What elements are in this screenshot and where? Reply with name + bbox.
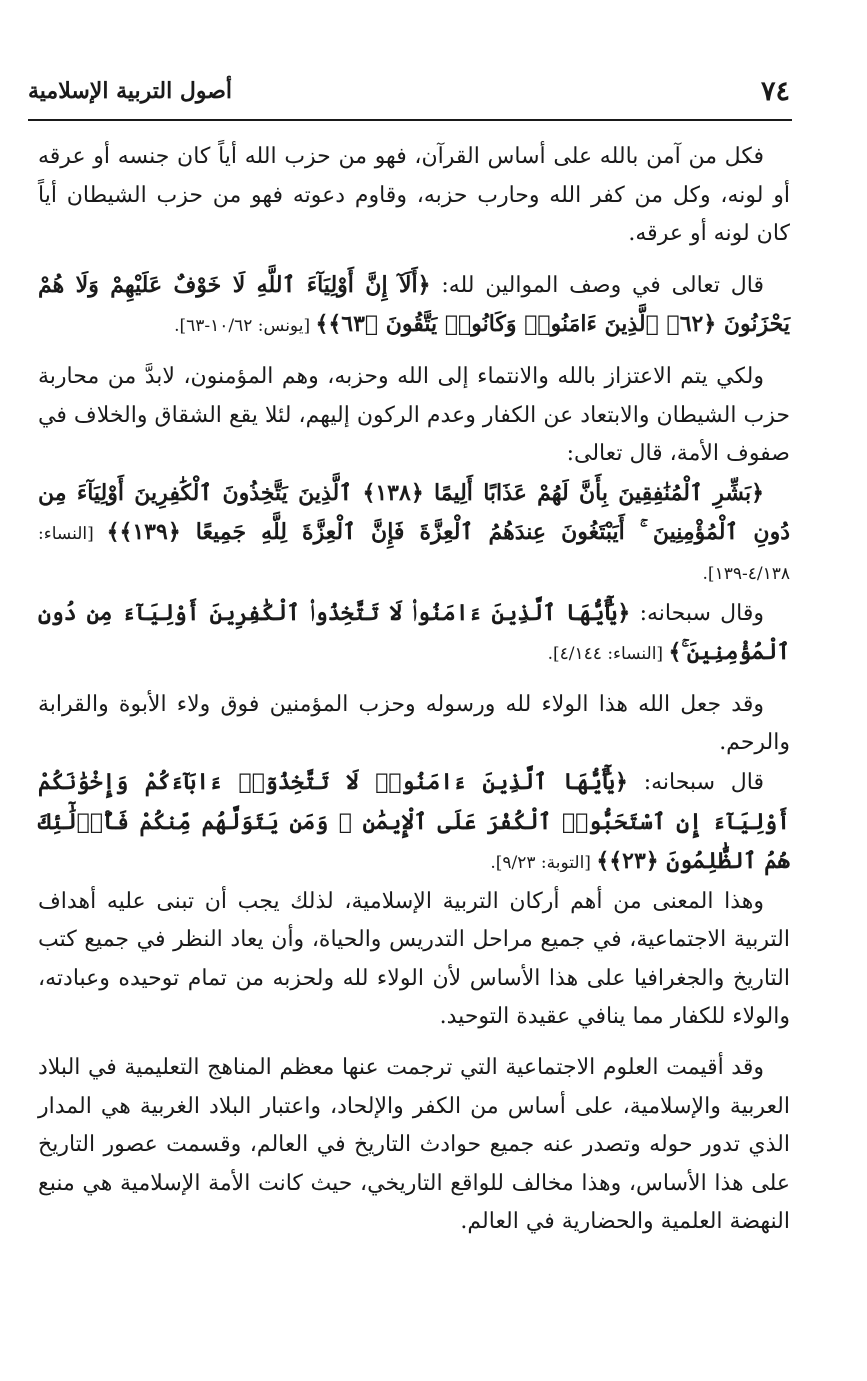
page-number: ٧٤ [760, 76, 790, 107]
header-rule [28, 119, 792, 121]
verse-reference-nisa-138: [النساء: ٤/١٣٨-١٣٩]. [38, 524, 790, 584]
page-header [28, 72, 790, 112]
quran-verse-tawba: ﴿يَٰٓأَيُّهَا ٱلَّذِينَ ءَامَنُوا۟ لَا تَتَّخِذُوٓا۟ ءَابَآءَكُمْ وَإِخْوَٰنَكُمْ أَوْلِيَآءَ إِنِ ٱسْتَحَبُّوا۟ ٱلْكُفْرَ عَلَى ٱلْإِيمَٰنِ ۚ وَمَن يَتَوَلَّهُم مِّنكُمْ فَأُو۟لَٰٓئِكَ هُمُ ٱلظَّٰلِمُونَ ﴿٢٣﴾﴾ [38, 768, 790, 875]
verse-reference-yunus: [يونس: ١٠/٦٢-٦٣]. [174, 316, 316, 337]
page-body [38, 138, 790, 1242]
paragraph-2 [38, 266, 790, 346]
verse-reference-tawba: [التوبة: ٩/٢٣]. [490, 853, 597, 874]
paragraph-7 [38, 763, 790, 883]
quran-verse-nisa-144: ﴿يَٰٓأَيُّهَا ٱلَّذِينَ ءَامَنُوا۟ لَا تَتَّخِذُوا۟ ٱلْكَٰفِرِينَ أَوْلِيَآءَ مِن دُونِ ٱلْمُؤْمِنِينَ ۚ﴾ [38, 599, 790, 666]
paragraph-3: ولكي يتم الاعتزاز بالله والانتماء إلى الله وحزبه، وهم المؤمنون، لابدَّ من محاربة حزب الشيطان والابتعاد عن الكفار وعدم الركون إليهم، لئلا يقع الشقاق والخلاف في صفوف الأمة، قال تعالى: [38, 363, 790, 467]
paragraph-5-intro: وقال سبحانه: [630, 600, 764, 626]
quran-verse-yunus: ﴿أَلَآ إِنَّ أَوْلِيَآءَ ٱللَّهِ لَا خَوْفٌ عَلَيْهِمْ وَلَا هُمْ يَحْزَنُونَ ﴿٦٢﴾ ٱلَّذِينَ ءَامَنُوا۟ وَكَانُوا۟ يَتَّقُونَ ﴿٦٣﴾﴾ [38, 271, 790, 338]
paragraph-5 [38, 594, 790, 674]
running-title: أصول التربية الإسلامية [28, 78, 233, 104]
paragraph-8: وهذا المعنى من أهم أركان التربية الإسلامية، لذلك يجب أن تبنى عليه أهداف التربية الاجتماعية، في جميع مراحل التدريس والحياة، وأن يعاد النظر في جميع كتب التاريخ والجغرافيا على هذا الأساس لأن الولاء لله ولحزبه من تمام توحيده وعبادته، والولاء للكفار مما ينافي عقيدة التوحيد. [38, 888, 790, 1030]
verse-reference-nisa-144: [النساء: ٤/١٤٤]. [547, 644, 669, 665]
paragraph-2-intro: قال تعالى في وصف الموالين لله: [430, 272, 765, 298]
paragraph-7-intro: قال سبحانه: [627, 769, 765, 795]
paragraph-4 [38, 474, 790, 594]
paragraph-9: وقد أقيمت العلوم الاجتماعية التي ترجمت عنها معظم المناهج التعليمية في البلاد العربية والإسلامية، على أساس من الكفر والإلحاد، واعتبار البلاد الغربية هي المدار الذي تدور حوله وتصدر عنه جميع حوادث التاريخ في العالم، وقسمت عصور التاريخ على هذا الأساس، وهذا مخالف للواقع التاريخي، حيث كانت الأمة الإسلامية هي منبع النهضة العلمية والحضارية في العالم. [38, 1055, 790, 1235]
paragraph-6: وقد جعل الله هذا الولاء لله ورسوله وحزب المؤمنين فوق ولاء الأبوة والقرابة والرحم. [38, 691, 790, 756]
quran-verse-nisa-138: ﴿بَشِّرِ ٱلْمُنَٰفِقِينَ بِأَنَّ لَهُمْ عَذَابًا أَلِيمًا ﴿١٣٨﴾ ٱلَّذِينَ يَتَّخِذُونَ ٱلْكَٰفِرِينَ أَوْلِيَآءَ مِن دُونِ ٱلْمُؤْمِنِينَ ۚ أَيَبْتَغُونَ عِندَهُمُ ٱلْعِزَّةَ فَإِنَّ ٱلْعِزَّةَ لِلَّهِ جَمِيعًا ﴿١٣٩﴾﴾ [38, 479, 790, 546]
paragraph-1: فكل من آمن بالله على أساس القرآن، فهو من حزب الله أياً كان جنسه أو عرقه أو لونه، وكل من كفر الله وحارب حزبه، وقاوم دعوته فهو من حزب الشيطان أياً كان لونه أو عرقه. [38, 144, 790, 247]
